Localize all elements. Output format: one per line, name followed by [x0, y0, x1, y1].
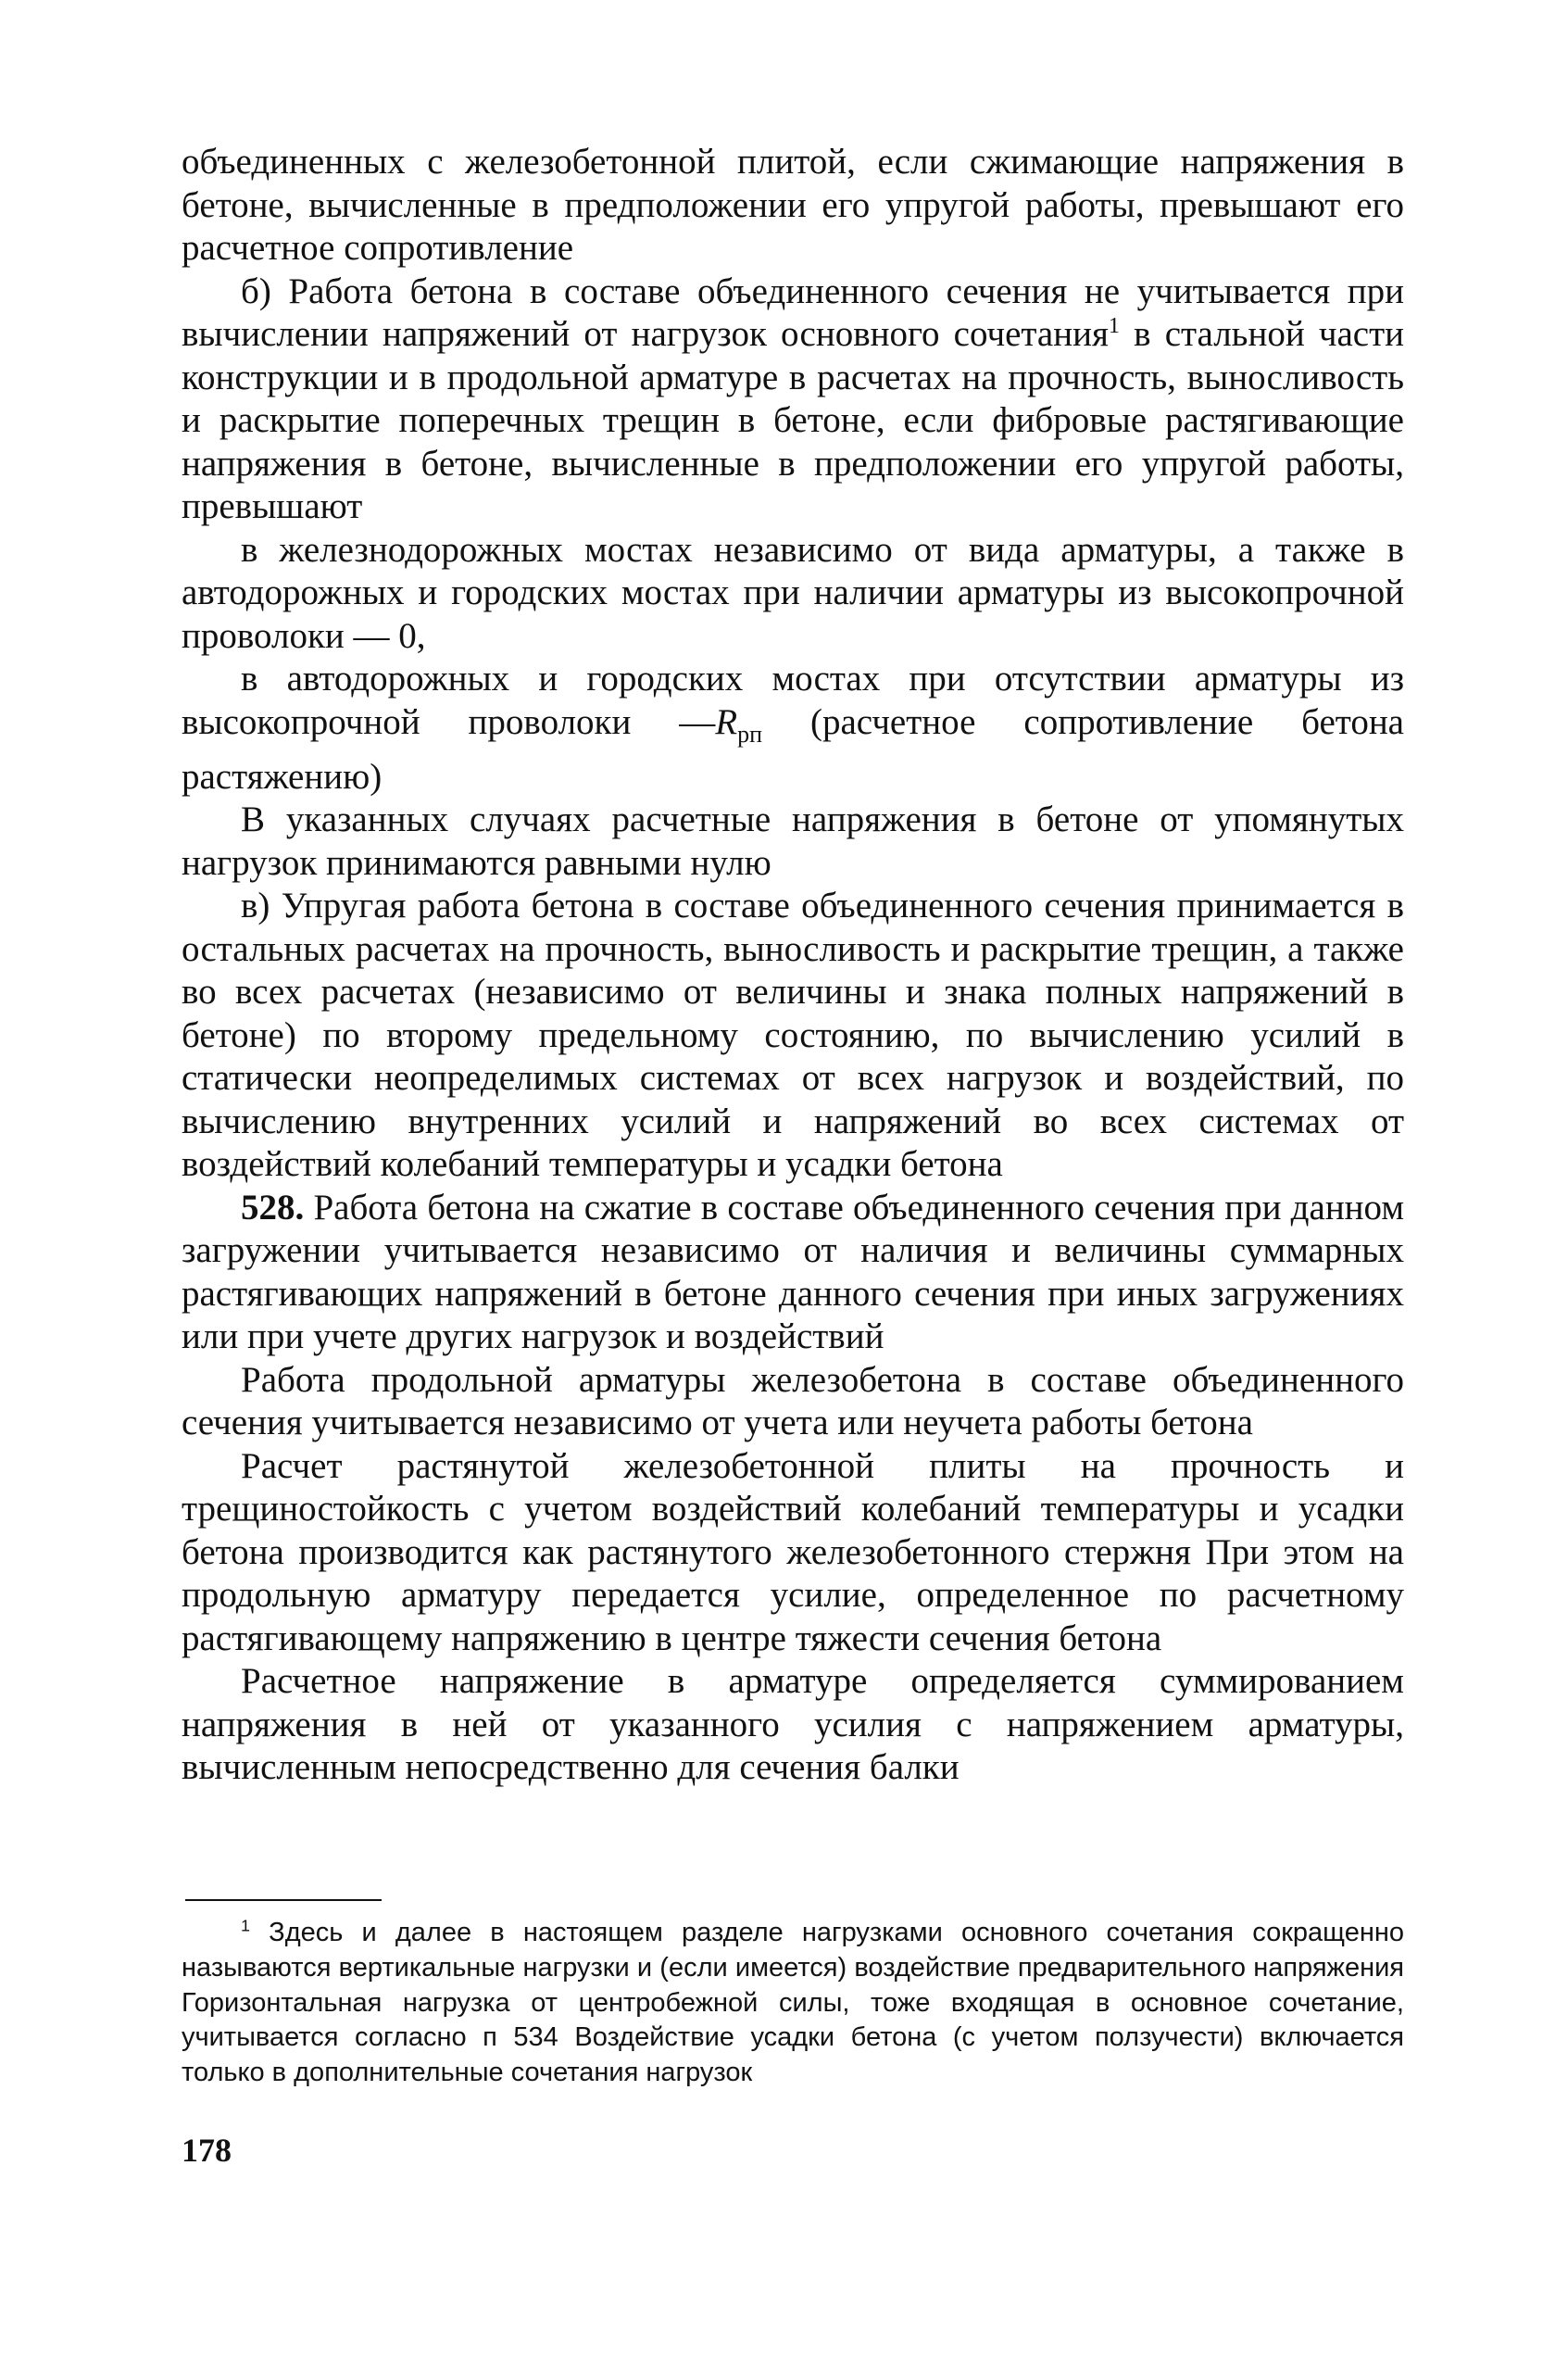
paragraph-b: [182, 271, 1404, 529]
body-text: [182, 141, 1404, 1790]
paragraph-road-bridges-tail: (расчетное сопротивление бетона растяжению): [182, 701, 1404, 797]
paragraph-slab-calculation: Расчет растянутой железобетонной плиты на прочность и трещиностойкость с учетом воздействий колебаний температуры и усадки бетона производится как растянутого железобетонного стержня При этом на продольную арматуру передается усилие, определенное по расчетному растягивающему напряжению в центре тяжести сечения бетона: [182, 1445, 1404, 1658]
symbol-r: R: [715, 701, 738, 742]
paragraph-road-bridges: [182, 658, 1404, 799]
clause-number: 528.: [241, 1187, 305, 1228]
footnote-ref: 1: [1108, 313, 1120, 338]
paragraph-b-text: б) Работа бетона в составе объединенного сечения не учитывается при вычислении напряжений от нагрузок основного сочетания: [182, 271, 1404, 354]
paragraph-continuation: объединенных с железобетонной плитой, если сжимающие напряжения в бетоне, вычисленные в предположении его упругой работы, превышают его расчетное сопротивление: [182, 142, 1404, 268]
paragraph-reinforcement: Работа продольной арматуры железобетона в составе объединенного сечения учитывается независимо от учета или неучета работы бетона: [182, 1359, 1404, 1443]
paragraph-road-bridges-text: в автодорожных и городских мостах при отсутствии арматуры из высокопрочной проволоки —: [182, 659, 1404, 742]
footnote-marker: 1: [241, 1916, 250, 1935]
footnote-divider: [185, 1899, 382, 1901]
paragraph-zero-stress: В указанных случаях расчетные напряжения в бетоне от упомянутых нагрузок принимаются равными нулю: [182, 799, 1404, 883]
paragraph-railway-bridges: в железнодорожных мостах независимо от вида арматуры, а также в автодорожных и городских мостах при наличии арматуры из высокопрочной проволоки — 0,: [182, 529, 1404, 656]
page-number: 178: [182, 2132, 232, 2169]
footnote-text: Здесь и далее в настоящем разделе нагрузками основного сочетания сокращенно называются вертикальные нагрузки и (если имеется) воздействие предварительного напряжения Горизонтальная нагрузка от центробежной силы, тоже входящая в основное сочетание, учитывается согласно п 534 Воздействие усадки бетона (с учетом ползучести) включается только в дополнительные сочетания нагрузок: [182, 1918, 1404, 2088]
paragraph-v: в) Упругая работа бетона в составе объединенного сечения принимается в остальных расчетах на прочность, выносливость и раскрытие трещин, а также во всех расчетах (независимо от величины и знака полных напряжений в бетоне) по второму предельному состоянию, по вычислению усилий в статически неопределимых системах от всех нагрузок и воздействий, по вычислению внутренних усилий и напряжений во всех системах от воздействий колебаний температуры и усадки бетона: [182, 886, 1404, 1185]
paragraph-528: [182, 1187, 1404, 1359]
paragraph-stress-summation: Расчетное напряжение в арматуре определяется суммированием напряжения в ней от указанного усилия с напряжением арматуры, вычисленным непосредственно для сечения балки: [182, 1661, 1404, 1788]
paragraph-528-text: Работа бетона на сжатие в составе объединенного сечения при данном загружении учитывается независимо от наличия и величины суммарных растягивающих напряжений в бетоне данного сечения при иных загружениях или при учете других нагрузок и воздействий: [182, 1187, 1404, 1357]
paragraph-b-text-cont: в стальной части конструкции и в продольной арматуре в расчетах на прочность, выносливость и раскрытие поперечных трещин в бетоне, если фибровые растягивающие напряжения в бетоне, вычисленные в предположении его упругой работы, превышают: [182, 314, 1404, 526]
symbol-r-subscript: рп: [737, 720, 763, 748]
footnote-paragraph: [182, 1916, 1404, 2091]
footnote: [182, 1916, 1404, 2091]
